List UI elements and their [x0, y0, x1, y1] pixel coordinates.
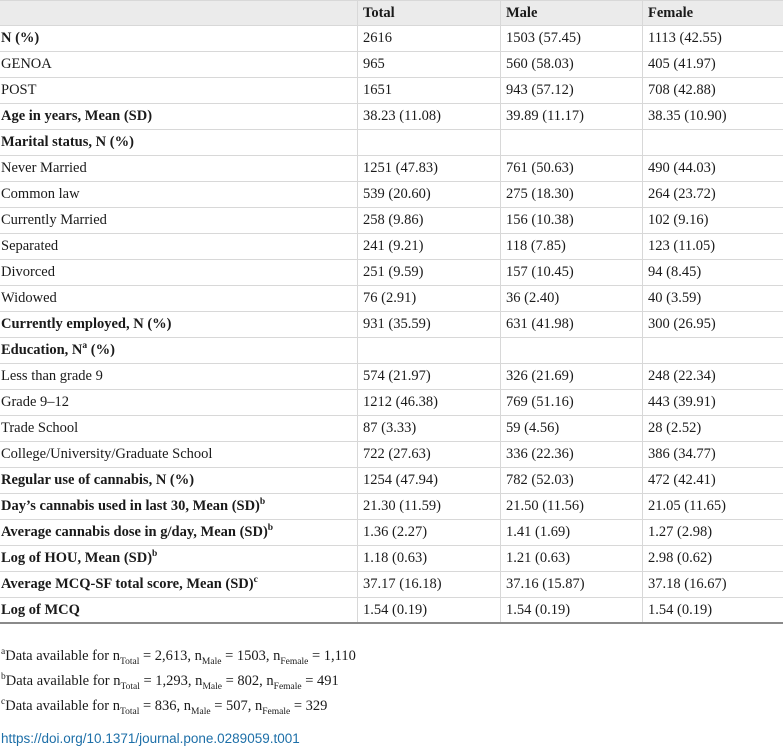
table-row	[0, 234, 783, 260]
table-row	[0, 520, 783, 546]
cell-male: 1.21 (0.63)	[500, 546, 642, 571]
cell-total: 931 (35.59)	[357, 312, 500, 337]
cell-female: 708 (42.88)	[642, 78, 783, 103]
row-label	[0, 234, 357, 259]
row-label	[0, 416, 357, 441]
cell-male: 157 (10.45)	[500, 260, 642, 285]
row-label-text: Regular use of cannabis, N (%)	[1, 472, 195, 488]
table-row	[0, 104, 783, 130]
cell-female: 264 (23.72)	[642, 182, 783, 207]
table-row	[0, 312, 783, 338]
footnote-mark: b	[1, 672, 6, 683]
row-label-text: Trade School	[1, 420, 79, 436]
table-row	[0, 260, 783, 286]
cell-female: 405 (41.97)	[642, 52, 783, 77]
footnote-v3: = 1,110	[308, 648, 356, 664]
row-label-text: Log of MCQ	[1, 602, 80, 618]
row-label-text: College/University/Graduate School	[1, 446, 213, 462]
row-label-text: Log of HOU, Mean (SD)	[1, 550, 153, 566]
footnote-mark: a	[1, 647, 6, 658]
cell-female: 443 (39.91)	[642, 390, 783, 415]
row-label-text: Currently employed, N (%)	[1, 316, 172, 332]
footnote-text: Data available for n	[5, 698, 120, 714]
footnote-v1: = 2,613, n	[139, 648, 202, 664]
footnote-mark: c	[1, 697, 6, 708]
cell-female	[642, 130, 783, 155]
table-row	[0, 338, 783, 364]
row-label-text: Currently Married	[1, 212, 107, 228]
footnote-v2: = 802, n	[221, 673, 274, 689]
row-label	[0, 130, 357, 155]
row-label	[0, 390, 357, 415]
footnote-text: Data available for n	[5, 673, 121, 689]
cell-total: 2616	[357, 26, 500, 51]
cell-male: 36 (2.40)	[500, 286, 642, 311]
cell-female: 300 (26.95)	[642, 312, 783, 337]
footnote-marker: a	[82, 341, 88, 352]
cell-male	[500, 130, 642, 155]
footnote-v3: = 329	[290, 698, 328, 714]
cell-male: 782 (52.03)	[500, 468, 642, 493]
header-cell-total: Total	[357, 1, 500, 25]
cell-total: 1212 (46.38)	[357, 390, 500, 415]
table-row	[0, 26, 783, 52]
cell-total: 251 (9.59)	[357, 260, 500, 285]
row-label	[0, 26, 357, 51]
cell-female: 472 (42.41)	[642, 468, 783, 493]
cell-female	[642, 338, 783, 363]
header-cell-label	[0, 1, 357, 25]
footnote-sub3: Female	[280, 656, 309, 667]
row-label	[0, 364, 357, 389]
row-label-text: POST	[1, 82, 37, 98]
cell-total: 1251 (47.83)	[357, 156, 500, 181]
footnote	[1, 694, 781, 719]
cell-total: 21.30 (11.59)	[357, 494, 500, 519]
footnote-marker: b	[152, 549, 158, 560]
table-row	[0, 286, 783, 312]
row-label	[0, 156, 357, 181]
row-label-text: Less than grade 9	[1, 368, 103, 384]
row-label-text: Grade 9–12	[1, 394, 70, 410]
cell-female: 2.98 (0.62)	[642, 546, 783, 571]
table-row	[0, 442, 783, 468]
row-label-text: Education, N	[1, 342, 83, 358]
row-label	[0, 338, 357, 363]
table-header-row	[0, 0, 783, 26]
row-label	[0, 468, 357, 493]
table-row	[0, 364, 783, 390]
cell-total: 722 (27.63)	[357, 442, 500, 467]
footnote-v1: = 1,293, n	[139, 673, 203, 689]
row-label-text: Common law	[1, 186, 80, 202]
table-row	[0, 468, 783, 494]
row-label	[0, 494, 357, 519]
row-label	[0, 182, 357, 207]
footnote-v2: = 507, n	[210, 698, 263, 714]
footnote-sub3: Female	[273, 681, 302, 692]
cell-male: 761 (50.63)	[500, 156, 642, 181]
table-row	[0, 416, 783, 442]
row-label-text: Average cannabis dose in g/day, Mean (SD)	[1, 524, 268, 540]
table-row	[0, 52, 783, 78]
footnote	[1, 669, 781, 694]
cell-male: 326 (21.69)	[500, 364, 642, 389]
footnote-sub1: Total	[119, 656, 140, 667]
table-row	[0, 156, 783, 182]
cell-female: 40 (3.59)	[642, 286, 783, 311]
table-row	[0, 208, 783, 234]
cell-female: 94 (8.45)	[642, 260, 783, 285]
row-label-text: GENOA	[1, 56, 52, 72]
cell-total: 539 (20.60)	[357, 182, 500, 207]
cell-female: 37.18 (16.67)	[642, 572, 783, 597]
footnote-marker: c	[253, 575, 258, 586]
row-label-text: Widowed	[1, 290, 57, 306]
table-row	[0, 390, 783, 416]
row-label	[0, 286, 357, 311]
cell-male: 769 (51.16)	[500, 390, 642, 415]
cell-female: 1.54 (0.19)	[642, 598, 783, 622]
footnotes	[1, 644, 781, 719]
cell-male: 118 (7.85)	[500, 234, 642, 259]
header-cell-male: Male	[500, 1, 642, 25]
row-label	[0, 78, 357, 103]
cell-female: 386 (34.77)	[642, 442, 783, 467]
cell-total: 965	[357, 52, 500, 77]
footnote-sub1: Total	[120, 681, 140, 692]
footnote-marker: b	[267, 523, 274, 534]
cell-male: 275 (18.30)	[500, 182, 642, 207]
cell-total: 574 (21.97)	[357, 364, 500, 389]
row-label	[0, 52, 357, 77]
cell-male: 631 (41.98)	[500, 312, 642, 337]
footnote-sub2: Male	[201, 656, 222, 667]
cell-female: 102 (9.16)	[642, 208, 783, 233]
row-label-text: Divorced	[1, 264, 55, 280]
cell-female: 123 (11.05)	[642, 234, 783, 259]
cell-total: 37.17 (16.18)	[357, 572, 500, 597]
cell-total: 1254 (47.94)	[357, 468, 500, 493]
cell-male: 21.50 (11.56)	[500, 494, 642, 519]
cell-total: 241 (9.21)	[357, 234, 500, 259]
cell-female: 490 (44.03)	[642, 156, 783, 181]
row-label-text: Average MCQ-SF total score, Mean (SD)	[1, 576, 254, 592]
cell-female: 1.27 (2.98)	[642, 520, 783, 545]
row-label-text: Age in years, Mean (SD)	[1, 108, 153, 124]
cell-total: 1.36 (2.27)	[357, 520, 500, 545]
table-row	[0, 130, 783, 156]
footnote-v1: = 836, n	[139, 698, 192, 714]
table-row	[0, 546, 783, 572]
cell-male: 943 (57.12)	[500, 78, 642, 103]
cell-male: 1.54 (0.19)	[500, 598, 642, 622]
cell-total: 87 (3.33)	[357, 416, 500, 441]
row-label-suffix: (%)	[87, 342, 115, 358]
row-label	[0, 546, 357, 571]
table-row	[0, 572, 783, 598]
row-label-text: Marital status, N (%)	[1, 134, 134, 150]
header-cell-female: Female	[642, 1, 783, 25]
cell-total	[357, 338, 500, 363]
cell-total: 1.54 (0.19)	[357, 598, 500, 622]
table-row	[0, 182, 783, 208]
row-label	[0, 572, 357, 597]
cell-female: 1113 (42.55)	[642, 26, 783, 51]
cell-male: 37.16 (15.87)	[500, 572, 642, 597]
cell-male: 1.41 (1.69)	[500, 520, 642, 545]
cell-male: 59 (4.56)	[500, 416, 642, 441]
footnote-marker: b	[259, 497, 266, 508]
cell-total: 1.18 (0.63)	[357, 546, 500, 571]
cell-male: 336 (22.36)	[500, 442, 642, 467]
footnote	[1, 644, 781, 669]
table-row	[0, 78, 783, 104]
cell-total: 76 (2.91)	[357, 286, 500, 311]
row-label	[0, 260, 357, 285]
row-label	[0, 104, 357, 129]
cell-male: 39.89 (11.17)	[500, 104, 642, 129]
row-label	[0, 520, 357, 545]
row-label	[0, 442, 357, 467]
cell-female: 248 (22.34)	[642, 364, 783, 389]
footnote-sub2: Male	[202, 681, 222, 692]
footnote-sub1: Total	[119, 706, 140, 717]
doi-link[interactable]: https://doi.org/10.1371/journal.pone.0289059.t001	[1, 731, 300, 746]
cell-female: 21.05 (11.65)	[642, 494, 783, 519]
cell-female: 28 (2.52)	[642, 416, 783, 441]
footnote-v3: = 491	[301, 673, 339, 689]
footnote-text: Data available for n	[5, 648, 120, 664]
table-row	[0, 598, 783, 624]
footnote-v2: = 1503, n	[221, 648, 281, 664]
row-label	[0, 312, 357, 337]
cell-male: 1503 (57.45)	[500, 26, 642, 51]
table-row	[0, 494, 783, 520]
footnote-sub3: Female	[262, 706, 291, 717]
cell-total: 1651	[357, 78, 500, 103]
cell-total: 258 (9.86)	[357, 208, 500, 233]
row-label-text: N (%)	[1, 30, 40, 46]
cell-total: 38.23 (11.08)	[357, 104, 500, 129]
row-label-text: Separated	[1, 238, 59, 254]
cell-male	[500, 338, 642, 363]
row-label-text: Never Married	[1, 160, 87, 176]
row-label	[0, 598, 357, 622]
row-label-text: Day’s cannabis used in last 30, Mean (SD)	[1, 498, 260, 514]
cell-male: 156 (10.38)	[500, 208, 642, 233]
footnote-sub2: Male	[191, 706, 211, 717]
cell-female: 38.35 (10.90)	[642, 104, 783, 129]
row-label	[0, 208, 357, 233]
table-body	[0, 26, 783, 624]
cell-male: 560 (58.03)	[500, 52, 642, 77]
cell-total	[357, 130, 500, 155]
